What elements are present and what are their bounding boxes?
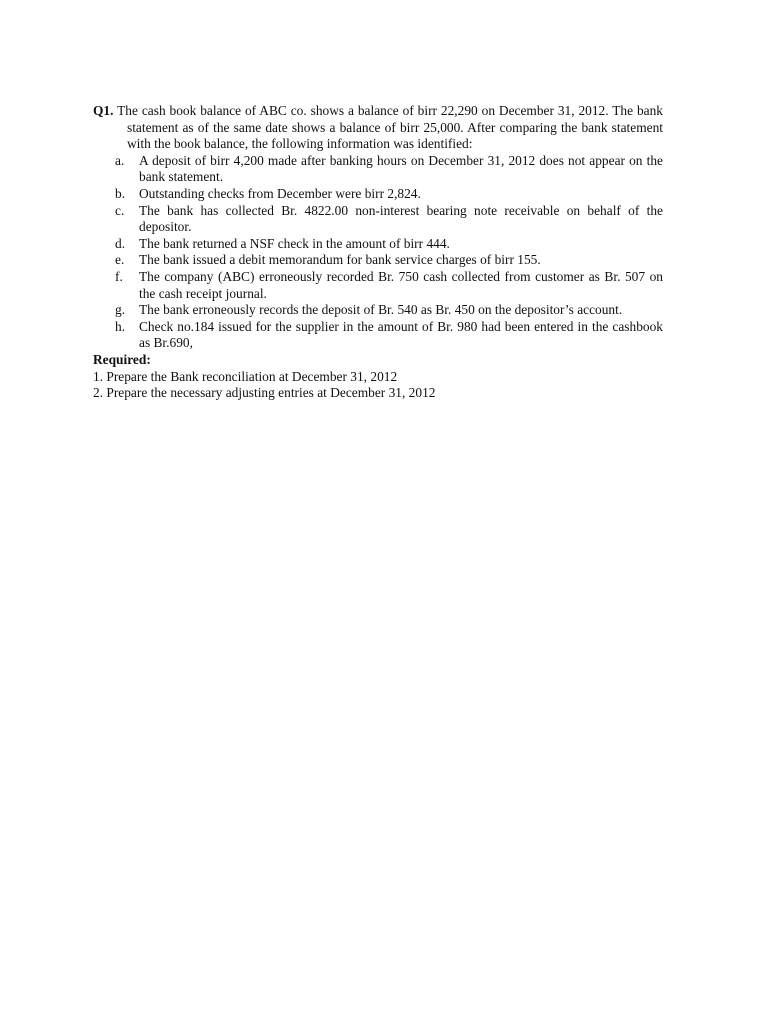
item-text: The company (ABC) erroneously recorded Br. 750 cash collected from customer as Br. 507 on the cash receipt journal. — [139, 268, 663, 301]
list-item — [93, 186, 663, 203]
required-heading: Required: — [93, 351, 151, 367]
required-line: 1. Prepare the Bank reconciliation at December 31, 2012 — [93, 368, 398, 384]
list-item — [93, 269, 663, 302]
question-intro: The cash book balance of ABC co. shows a balance of birr 22,290 on December 31, 2012. The bank statement as of the same date shows a balance of birr 25,000. After comparing the bank statement with the book balance, the following information was identified: — [117, 103, 663, 152]
item-letter: c. — [115, 202, 125, 218]
item-text: A deposit of birr 4,200 made after banking hours on December 31, 2012 does not appear on the bank statement. — [139, 152, 663, 185]
item-letter: b. — [115, 185, 126, 201]
list-item — [93, 252, 663, 269]
item-text: The bank issued a debit memorandum for bank service charges of birr 155. — [139, 252, 541, 268]
item-letter: d. — [115, 235, 126, 251]
item-text: Check no.184 issued for the supplier in the amount of Br. 980 had been entered in the cashbook as Br.690, — [139, 318, 663, 351]
item-letter: f. — [115, 268, 123, 284]
item-text: The bank erroneously records the deposit of Br. 540 as Br. 450 on the depositor’s account. — [139, 302, 623, 318]
information-list — [93, 153, 663, 352]
item-letter: a. — [115, 152, 125, 168]
item-text: The bank has collected Br. 4822.00 non-interest bearing note receivable on behalf of the depositor. — [139, 202, 663, 235]
item-letter: e. — [115, 252, 125, 268]
item-text: Outstanding checks from December were birr 2,824. — [139, 185, 421, 201]
required-line: 2. Prepare the necessary adjusting entries at December 31, 2012 — [93, 385, 436, 401]
question-label: Q1. — [93, 103, 114, 118]
list-item — [93, 153, 663, 186]
document-page — [93, 103, 663, 402]
list-item — [93, 302, 663, 319]
list-item — [93, 203, 663, 236]
item-text: The bank returned a NSF check in the amount of birr 444. — [139, 235, 450, 251]
list-item — [93, 319, 663, 352]
item-letter: g. — [115, 302, 126, 318]
question-paragraph — [93, 103, 663, 153]
item-letter: h. — [115, 318, 126, 334]
list-item — [93, 236, 663, 253]
